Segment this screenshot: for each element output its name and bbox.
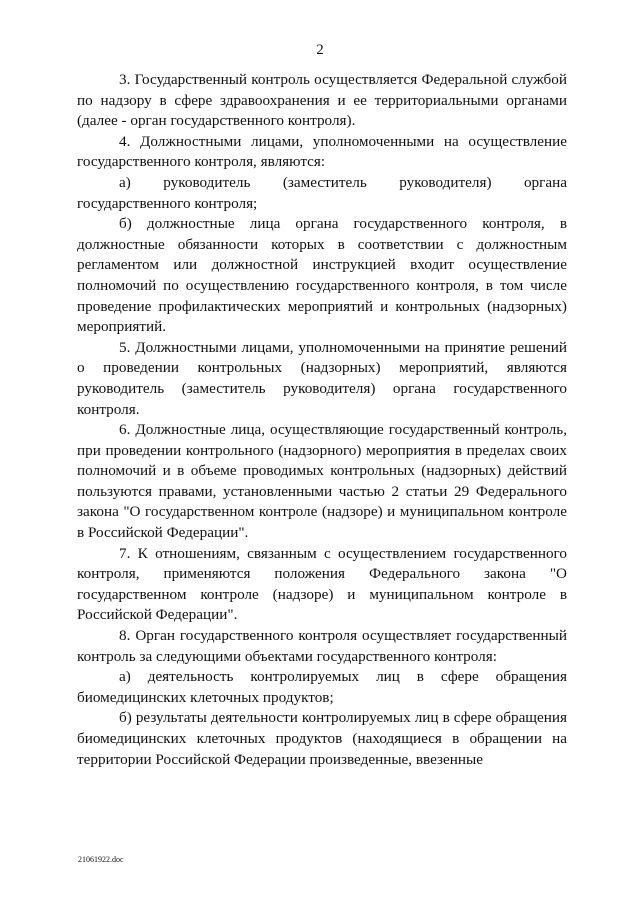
document-filename-footer: 21061922.doc [78,855,124,864]
paragraph-8: 8. Орган государственного контроля осуществляет государственный контроль за следующими объектами государственного контроля: [77,627,567,665]
document-body [77,70,567,770]
page-number: 2 [316,42,324,58]
paragraph-4a: а) руководитель (заместитель руководителя) органа государственного контроля; [77,173,567,212]
paragraph-8a: а) деятельность контролируемых лиц в сфере обращения биомедицинских клеточных продуктов; [77,668,567,706]
paragraph-6: 6. Должностные лица, осуществляющие государственный контроль, при проведении контрольного (надзорного) мероприятия в пределах своих полномочий и в объеме проводимых контрольных (надзорных) действий пользуются правами, установленными частью 2 статьи 29 Федерального закона "О государственном контроле (надзоре) и муниципальном контроле в Российской Федерации". [77,421,567,542]
paragraph-3: 3. Государственный контроль осуществляется Федеральной службой по надзору в сфере здравоохранения и ее территориальными органами (далее - орган государственного контроля). [77,71,567,130]
paragraph-4: 4. Должностными лицами, уполномоченными на осуществление государственного контроля, являются: [77,132,567,171]
paragraph-7: 7. К отношениям, связанным с осуществлением государственного контроля, применяются положения Федерального закона "О государственном контроле (надзоре) и муниципальном контроле в Российской Федерации". [77,544,567,624]
paragraph-4b: б) должностные лица органа государственного контроля, в должностные обязанности которых в соответствии с должностным регламентом или должностной инструкцией входит осуществление полномочий по осуществлению государственного контроля, в том числе проведение профилактических мероприятий и контрольных (надзорных) мероприятий. [77,215,567,336]
paragraph-5: 5. Должностными лицами, уполномоченными на принятие решений о проведении контрольных (надзорных) мероприятий, являются руководитель (заместитель руководителя) органа государственного контроля. [77,338,567,418]
paragraph-8b: б) результаты деятельности контролируемых лиц в сфере обращения биомедицинских клеточных продуктов (находящиеся в обращении на территории Российской Федерации произведенные, ввезенные [77,709,567,768]
